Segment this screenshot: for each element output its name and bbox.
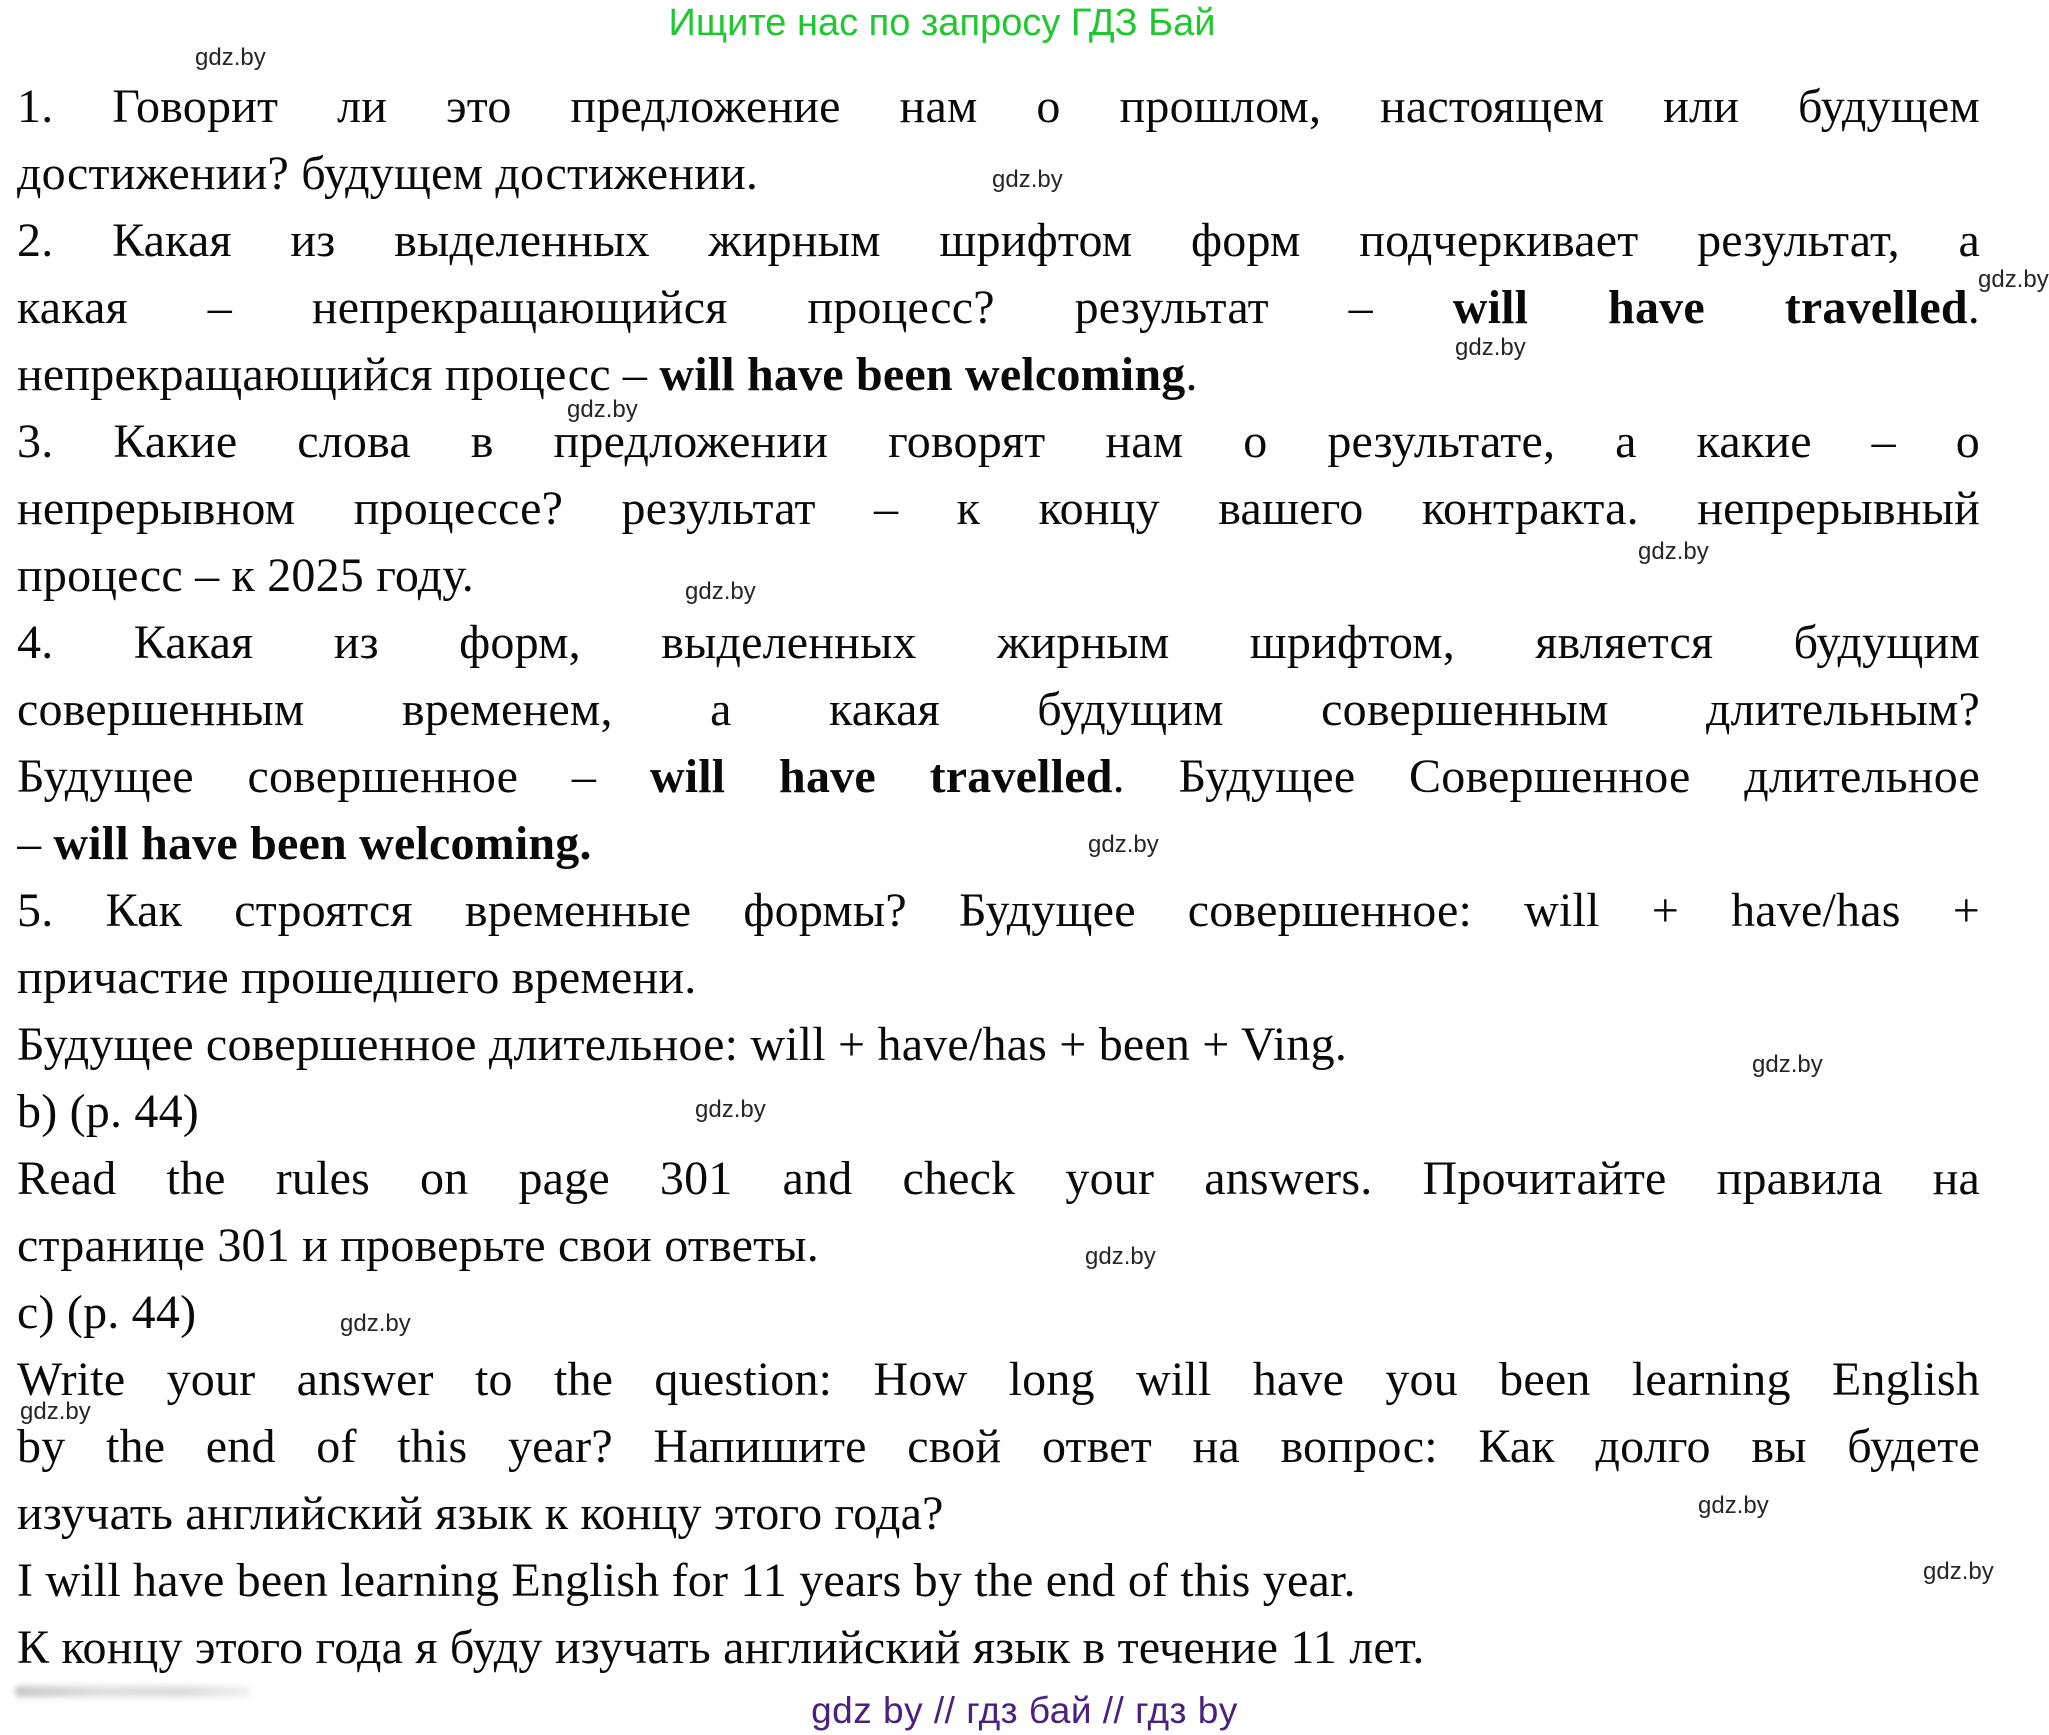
text-segment: странице 301 и проверьте свои ответы. <box>17 1219 819 1272</box>
gdz-watermark: gdz.by <box>1088 831 1159 858</box>
text-segment: – <box>17 817 54 870</box>
text-segment: Будущее совершенное длительное: will + have/has + been + Ving. <box>17 1018 1348 1071</box>
text-line <box>17 1413 1980 1480</box>
text-segment: 5. Как строятся временные формы? Будущее совершенное: will + have/has + <box>17 884 1980 937</box>
gdz-watermark: gdz.by <box>567 396 638 423</box>
text-segment: непрерывном процессе? результат – к концу вашего контракта. непрерывный <box>17 482 1980 535</box>
text-segment: Будущее совершенное – <box>17 750 650 803</box>
gdz-watermark: gdz.by <box>1923 1558 1994 1585</box>
gdz-watermark: gdz.by <box>1978 266 2049 293</box>
text-line <box>17 1547 1980 1614</box>
text-segment: 3. Какие слова в предложении говорят нам о результате, а какие – о <box>17 415 1980 468</box>
text-line <box>17 207 1980 274</box>
text-line <box>17 743 1980 810</box>
text-line <box>17 810 1980 877</box>
text-segment: К концу этого года я буду изучать английский язык в течение 11 лет. <box>17 1621 1425 1674</box>
text-line <box>17 1279 1980 1346</box>
text-line <box>17 1078 1980 1145</box>
text-segment: Read the rules on page 301 and check your answers. Прочитайте правила на <box>17 1152 1980 1205</box>
text-segment: . <box>1967 281 1980 334</box>
text-segment: by the end of this year? Напишите свой ответ на вопрос: Как долго вы будете <box>17 1420 1980 1473</box>
text-line <box>17 877 1980 944</box>
text-line <box>17 1011 1980 1078</box>
text-segment: I will have been learning English for 11 years by the end of this year. <box>17 1554 1356 1607</box>
bold-text-segment: will have been welcoming. <box>53 817 592 870</box>
text-segment: Write your answer to the question: How long will have you been learning English <box>17 1353 1980 1406</box>
gdz-watermark: gdz.by <box>1638 538 1709 565</box>
gdz-watermark: gdz.by <box>1455 334 1526 361</box>
gdz-watermark: gdz.by <box>695 1096 766 1123</box>
gdz-watermark: gdz.by <box>685 578 756 605</box>
text-line <box>17 341 1980 408</box>
text-segment: причастие прошедшего времени. <box>17 951 697 1004</box>
text-line <box>17 944 1980 1011</box>
gdz-watermark: gdz.by <box>1085 1243 1156 1270</box>
text-line <box>17 274 1980 341</box>
gdz-watermark: gdz.by <box>992 166 1063 193</box>
gdz-watermark: gdz.by <box>195 44 266 71</box>
bold-text-segment: will have travelled <box>1452 281 1968 334</box>
text-line <box>17 609 1980 676</box>
promo-header: Ищите нас по запросу ГДЗ Бай <box>668 2 1216 44</box>
text-segment: b) (p. 44) <box>17 1085 199 1138</box>
gdz-watermark: gdz.by <box>20 1398 91 1425</box>
text-segment: . <box>1185 348 1198 401</box>
text-segment: совершенным временем, а какая будущим совершенным длительным? <box>17 683 1980 736</box>
text-line <box>17 73 1980 140</box>
text-line <box>17 676 1980 743</box>
bold-text-segment: will have travelled <box>649 750 1113 803</box>
text-line <box>17 408 1980 475</box>
text-segment: 1. Говорит ли это предложение нам о прошлом, настоящем или будущем <box>17 80 1980 133</box>
text-line <box>17 538 1980 609</box>
text-segment: какая – непрекращающийся процесс? результат – <box>17 281 1453 334</box>
promo-footer: gdz by // гдз бай // гдз by <box>811 1690 1238 1731</box>
text-segment: достижении? будущем достижении. <box>17 147 759 200</box>
text-segment: изучать английский язык к концу этого года? <box>17 1487 944 1540</box>
text-line <box>17 1480 1980 1547</box>
text-line <box>17 1212 1980 1279</box>
gdz-watermark: gdz.by <box>1752 1051 1823 1078</box>
text-line <box>17 1145 1980 1212</box>
bold-text-segment: will have been welcoming <box>659 348 1186 401</box>
text-segment: процесс – к 2025 году. <box>17 549 474 602</box>
text-segment: . Будущее Совершенное длительное <box>1112 750 1980 803</box>
text-line <box>17 1614 1980 1681</box>
text-segment: 2. Какая из выделенных жирным шрифтом форм подчеркивает результат, а <box>17 214 1980 267</box>
text-segment: непрекращающийся процесс – <box>17 348 660 401</box>
text-line <box>17 1346 1980 1413</box>
text-block <box>17 73 1980 1681</box>
text-line <box>17 475 1980 542</box>
text-segment: c) (p. 44) <box>17 1286 197 1339</box>
gdz-watermark: gdz.by <box>1698 1492 1769 1519</box>
text-segment: 4. Какая из форм, выделенных жирным шрифтом, является будущим <box>17 616 1980 669</box>
gdz-watermark: gdz.by <box>340 1310 411 1337</box>
text-line <box>17 140 1980 207</box>
